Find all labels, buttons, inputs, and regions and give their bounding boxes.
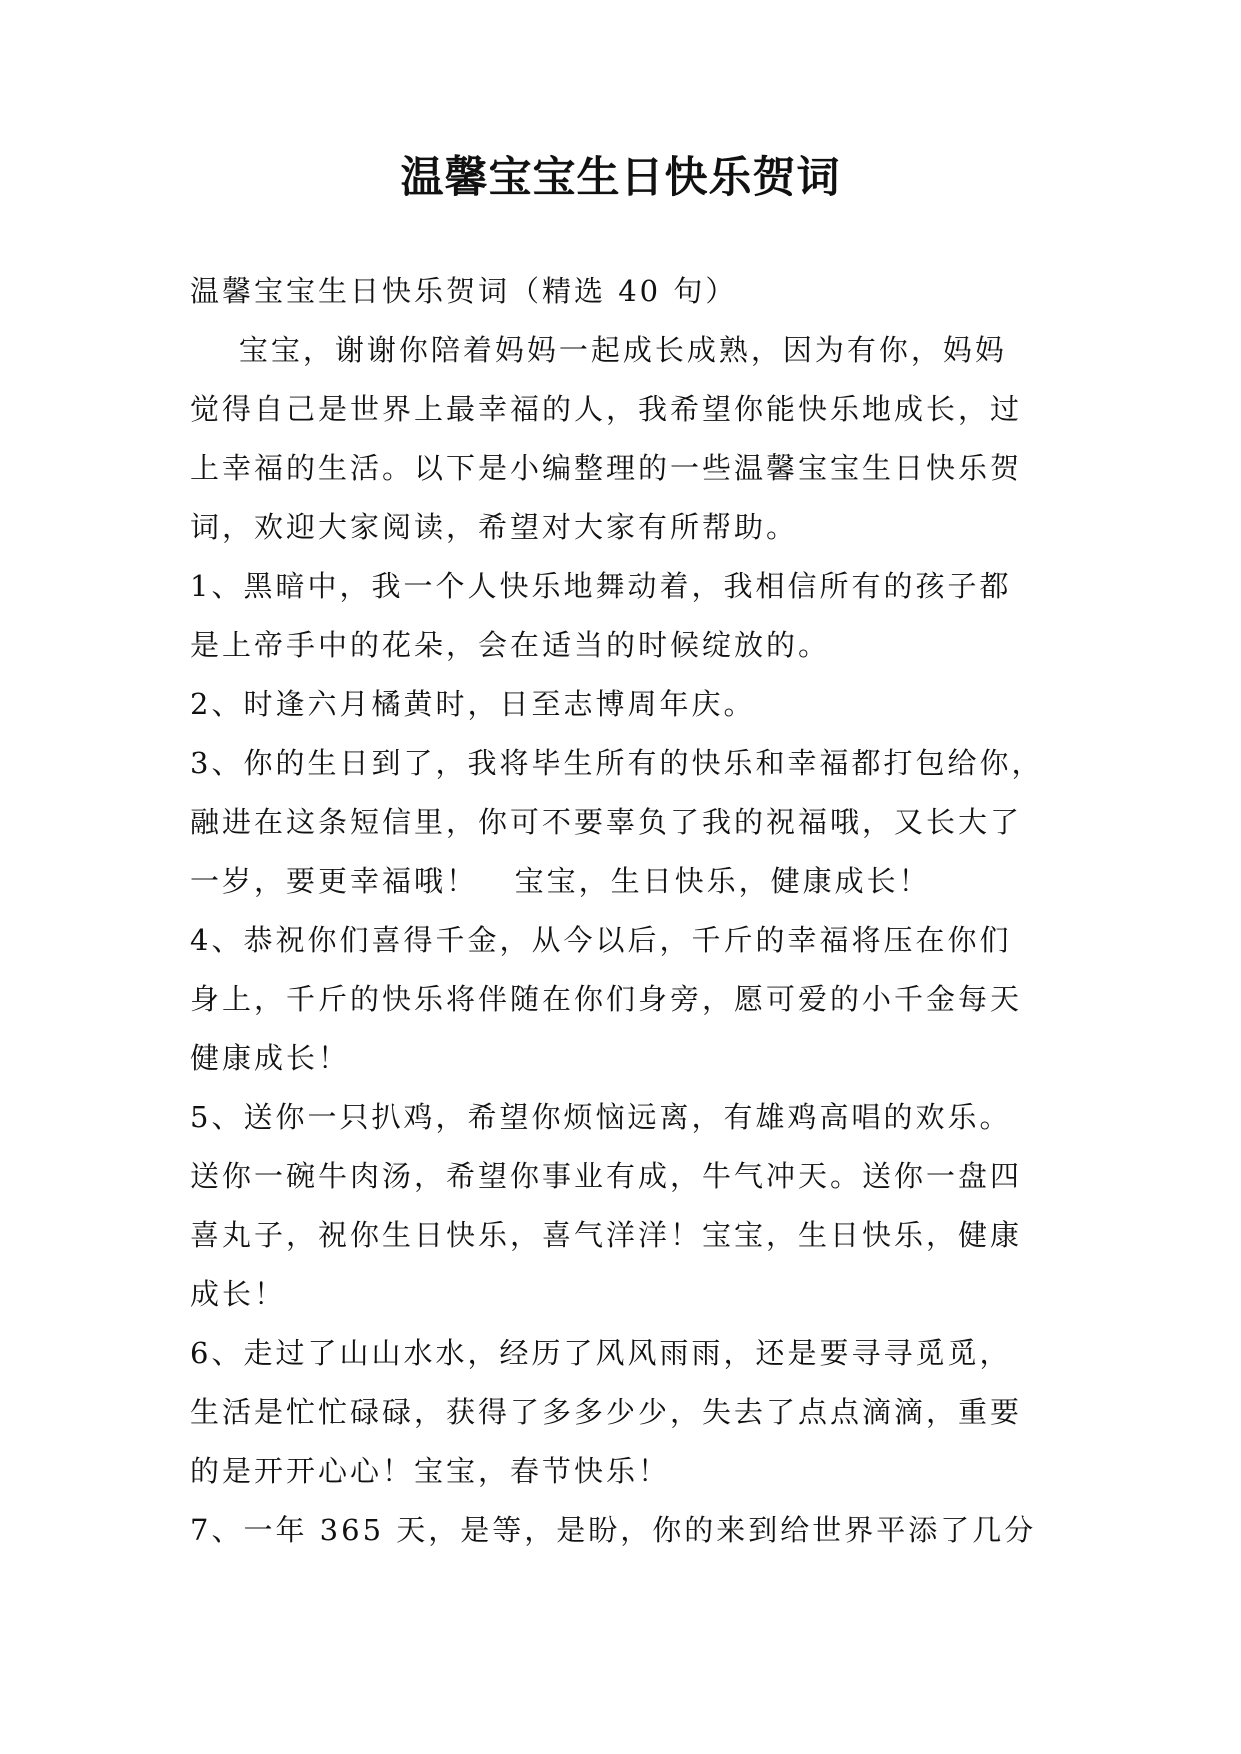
text-line: 的是开开心心！宝宝，春节快乐！: [190, 1454, 671, 1488]
text-line: 7、一年 365 天，是等，是盼，你的来到给世界平添了几分: [190, 1513, 1037, 1547]
document-body: [190, 262, 1060, 1560]
text-line: 3、你的生日到了，我将毕生所有的快乐和幸福都打包给你，: [190, 746, 1044, 780]
text-line: 一岁，要更幸福哦！ 宝宝，生日快乐，健康成长！: [190, 864, 931, 898]
text-line: 喜丸子，祝你生日快乐，喜气洋洋！宝宝，生日快乐，健康: [190, 1218, 1023, 1252]
text-line: 词，欢迎大家阅读，希望对大家有所帮助。: [190, 510, 799, 544]
text-line: 上幸福的生活。以下是小编整理的一些温馨宝宝生日快乐贺: [190, 451, 1023, 485]
text-line: 宝宝，谢谢你陪着妈妈一起成长成熟，因为有你，妈妈: [190, 333, 1007, 367]
text-line: 融进在这条短信里，你可不要辜负了我的祝福哦，又长大了: [190, 805, 1023, 839]
text-line: 成长！: [190, 1277, 287, 1311]
text-line: 是上帝手中的花朵，会在适当的时候绽放的。: [190, 628, 831, 662]
text-line: 生活是忙忙碌碌，获得了多多少少，失去了点点滴滴，重要: [190, 1395, 1023, 1429]
text-line: 5、送你一只扒鸡，希望你烦恼远离，有雄鸡高唱的欢乐。: [190, 1100, 1012, 1134]
text-line: 身上，千斤的快乐将伴随在你们身旁，愿可爱的小千金每天: [190, 982, 1023, 1016]
text-line: 2、时逢六月橘黄时，日至志博周年庆。: [190, 687, 756, 721]
text-line: 健康成长！: [190, 1041, 351, 1075]
text-line: 温馨宝宝生日快乐贺词（精选 40 句）: [190, 274, 738, 308]
document-title: 温馨宝宝生日快乐贺词: [400, 153, 841, 203]
text-line: 6、走过了山山水水，经历了风风雨雨，还是要寻寻觅觅，: [190, 1336, 1012, 1370]
text-line: 4、恭祝你们喜得千金，从今以后，千斤的幸福将压在你们: [190, 923, 1012, 957]
text-line: 觉得自己是世界上最幸福的人，我希望你能快乐地成长，过: [190, 392, 1023, 426]
text-line: 1、黑暗中，我一个人快乐地舞动着，我相信所有的孩子都: [190, 569, 1012, 603]
text-line: 送你一碗牛肉汤，希望你事业有成，牛气冲天。送你一盘四: [190, 1159, 1023, 1193]
